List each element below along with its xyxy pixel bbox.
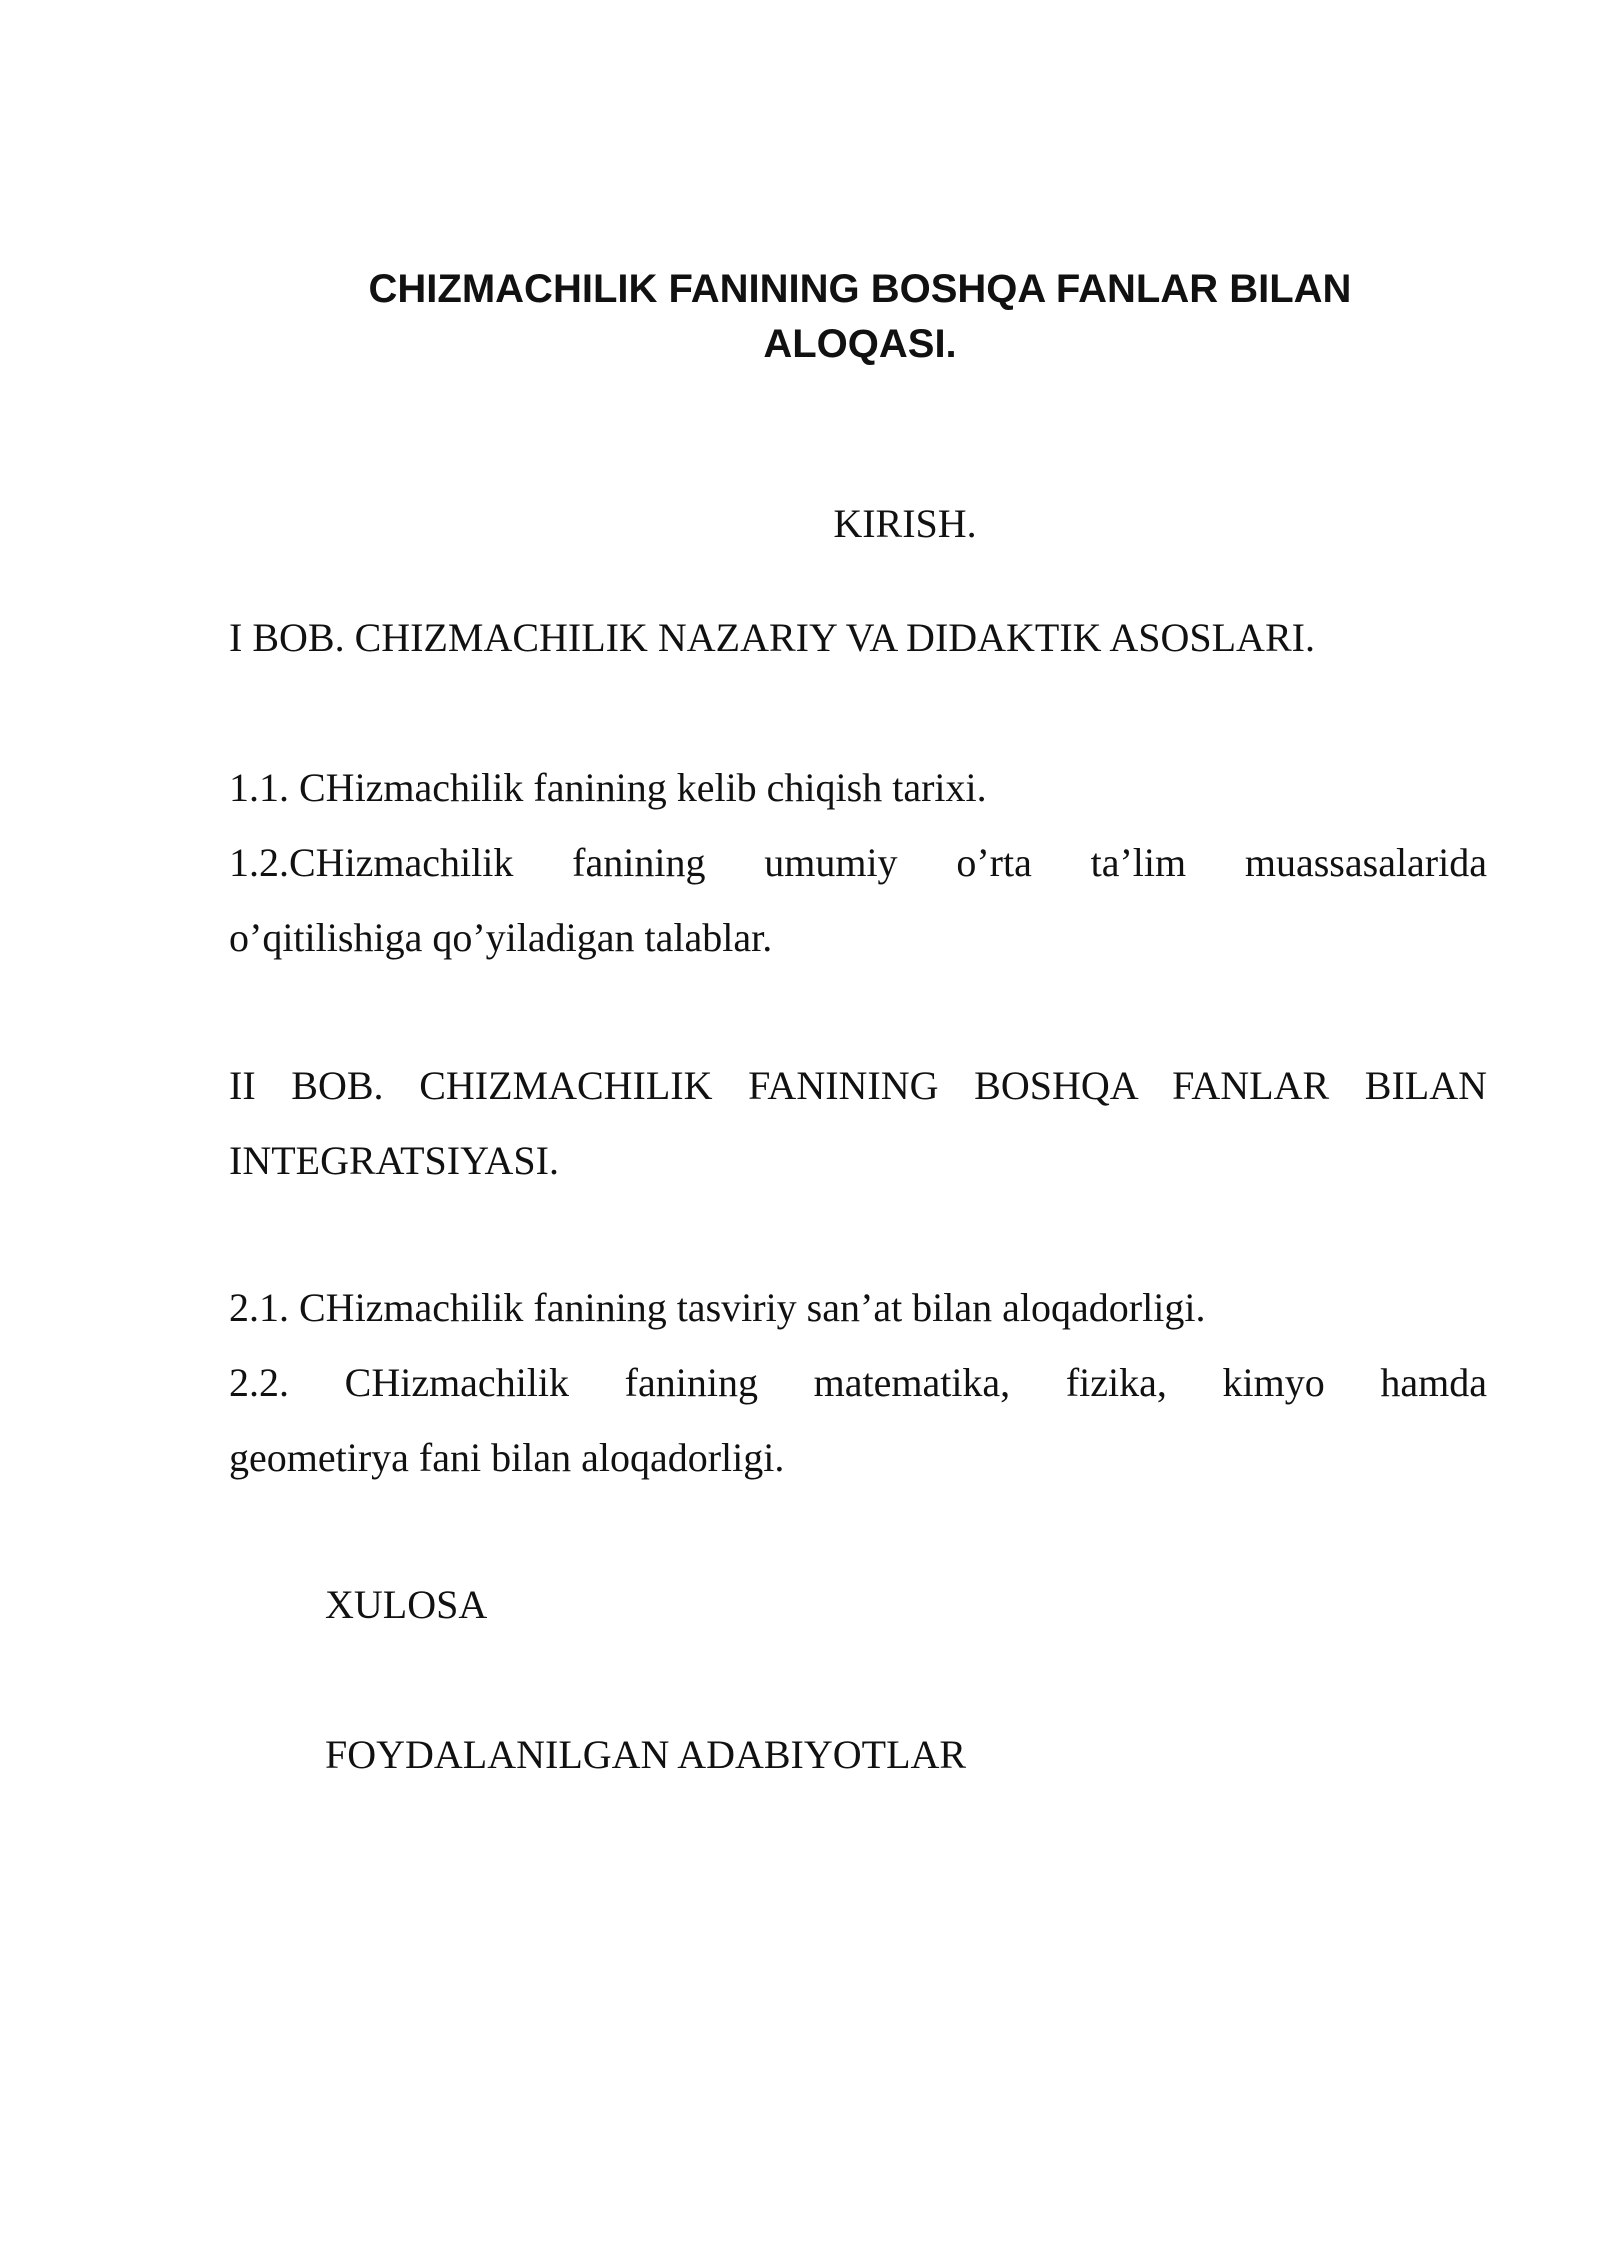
section-2-1: 2.1. CHizmachilik fanining tasviriy san’at bilan aloqadorligi. bbox=[229, 1285, 1206, 1330]
references-heading: FOYDALANILGAN ADABIYOTLAR bbox=[325, 1732, 967, 1777]
title-line-1: CHIZMACHILIK FANINING BOSHQA FANLAR BILAN bbox=[368, 267, 1352, 311]
section-1-1: 1.1. CHizmachilik fanining kelib chiqish tarixi. bbox=[229, 765, 987, 810]
section-1-2-line-2: o’qitilishiga qo’yiladigan talablar. bbox=[229, 915, 773, 960]
document-title bbox=[230, 262, 1490, 372]
chapter-2-heading-line-1: II BOB. CHIZMACHILIK FANINING BOSHQA FANLAR BILAN bbox=[229, 1063, 1487, 1108]
section-2-2-line-2: geometirya fani bilan aloqadorligi. bbox=[229, 1435, 785, 1480]
chapter-2-heading-line-2: INTEGRATSIYASI. bbox=[229, 1138, 559, 1183]
section-1-2-line-1: 1.2.CHizmachilik fanining umumiy o’rta ta’lim muassasalarida bbox=[229, 840, 1487, 885]
section-2-2-line-1: 2.2. CHizmachilik fanining matematika, fizika, kimyo hamda bbox=[229, 1360, 1487, 1405]
title-line-2: ALOQASI. bbox=[763, 322, 957, 366]
conclusion-heading: XULOSA bbox=[325, 1582, 488, 1627]
chapter-1-heading: I BOB. CHIZMACHILIK NAZARIY VA DIDAKTIK ASOSLARI. bbox=[229, 615, 1315, 660]
intro-heading: KIRISH. bbox=[833, 501, 977, 546]
